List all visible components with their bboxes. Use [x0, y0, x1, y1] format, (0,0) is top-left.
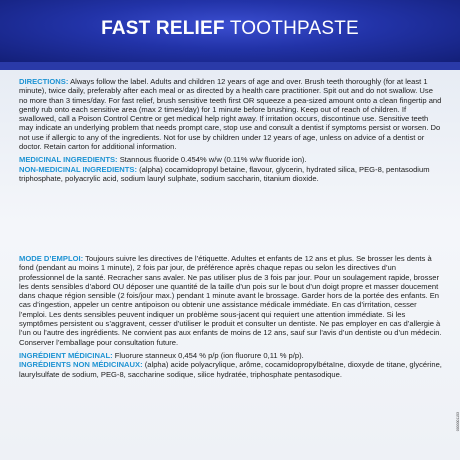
english-section	[19, 77, 443, 183]
en-medicinal	[19, 155, 443, 164]
fr-medicinal-text: Fluorure stanneux 0,454 % p/p (ion fluorure 0,11 % p/p).	[114, 350, 304, 360]
en-directions	[19, 77, 443, 151]
header-divider	[0, 62, 460, 70]
product-code: 0000001153	[456, 412, 460, 432]
en-directions-label: DIRECTIONS:	[19, 77, 69, 86]
french-section	[19, 254, 443, 379]
fr-directions-label: MODE D’EMPLOI:	[19, 254, 84, 263]
product-title	[0, 18, 460, 40]
header-banner	[0, 0, 460, 62]
en-medicinal-text: Stannous fluoride 0.454% w/w (0.11% w/w fluoride ion).	[119, 155, 307, 165]
fr-directions-text: Toujours suivre les directives de l’étiquette. Adultes et enfants de 12 ans et plus. Se brosser les dents à fond (pendant au moins 1 minute), 2 fois par jour, de préférence après chaque repas ou selon les directives d’un professionnel de la santé. Recracher sans avaler. Ne pas utiliser plus de 3 fois par jour. Pour un soulagement rapide, brosser les dents sensibles d’abord OU déposer une quantité de la taille d’un pois sur le bout d’un doigt propre et masser doucement dans chaque région sensible (2 fois/jour max.) pendant 1 minute avant le brossage. Garder hors de la portée des enfants. En cas d’ingestion, appeler un centre antipoison ou obtenir une assistance médicale immédiate. En cas d’irritation, cesser l’emploi. Les dents sensibles peuvent indiquer un problème sous-jacent qui requiert une attention immédiate. Si les symptômes persistent ou s’aggravent, cesser d’utiliser le produit et consulter un dentiste. Ne pas employer en cas d’allergie à l’un ou l’autre des ingrédients. Ne convient pas aux enfants de moins de 12 ans, sauf sur l’avis d’un dentiste ou d’un médecin. Conserver l’emballage pour consultation future.	[19, 254, 442, 347]
product-title-bold: FAST RELIEF	[101, 18, 225, 39]
en-medicinal-label: MEDICINAL INGREDIENTS:	[19, 155, 118, 165]
en-directions-text: Always follow the label. Adults and children 12 years of age and over. Brush teeth thoroughly (for at least 1 minute), twice daily, preferably after each meal or as directed by a health care practitioner. Spit out and do not swallow. Use no more than 3 times/day. For fast relief, brush sensitive teeth first OR squeeze a pea-sized amount onto a clean fingertip and gently rub onto each sensitive area (max 2 times/day) for 1 minute before brushing. Keep out of reach of children. If swallowed, call a Poison Control Centre or get medical help right away. If irritation occurs, discontinue use. Sensitive teeth may indicate an underlying problem that needs prompt care, stop use and consult a dentist if symptoms persist or worsen. Do not use if allergic to any of the ingredients. Not for use by children under 12 years of age, unless on advice of a dentist or doctor. Retain carton for additional information.	[19, 77, 442, 152]
fr-nonmedicinal	[19, 360, 443, 379]
fr-nonmedicinal-label: INGRÉDIENTS NON MÉDICINAUX:	[19, 360, 143, 370]
en-nonmedicinal-text: (alpha) cocamidopropyl betaine, flavour, glycerin, hydrated silica, PEG-8, pentasodium triphosphate, polyacrylic acid, sodium lauryl sulphate, sodium saccharin, titanium dioxide.	[19, 164, 430, 183]
product-title-light: TOOTHPASTE	[229, 18, 359, 39]
fr-medicinal	[19, 351, 443, 360]
fr-nonmedicinal-text: (alpha) acide polyacrylique, arôme, cocamidopropylbétaïne, dioxyde de titane, glycérine, laurylsulfate de sodium, PEG-8, saccharine sodique, silice hydratée, triphosphate pentasodique.	[19, 360, 442, 379]
fr-directions	[19, 254, 443, 347]
en-nonmedicinal	[19, 165, 443, 184]
en-nonmedicinal-label: NON-MEDICINAL INGREDIENTS:	[19, 164, 137, 174]
fr-medicinal-label: INGRÉDIENT MÉDICINAL:	[19, 350, 113, 360]
